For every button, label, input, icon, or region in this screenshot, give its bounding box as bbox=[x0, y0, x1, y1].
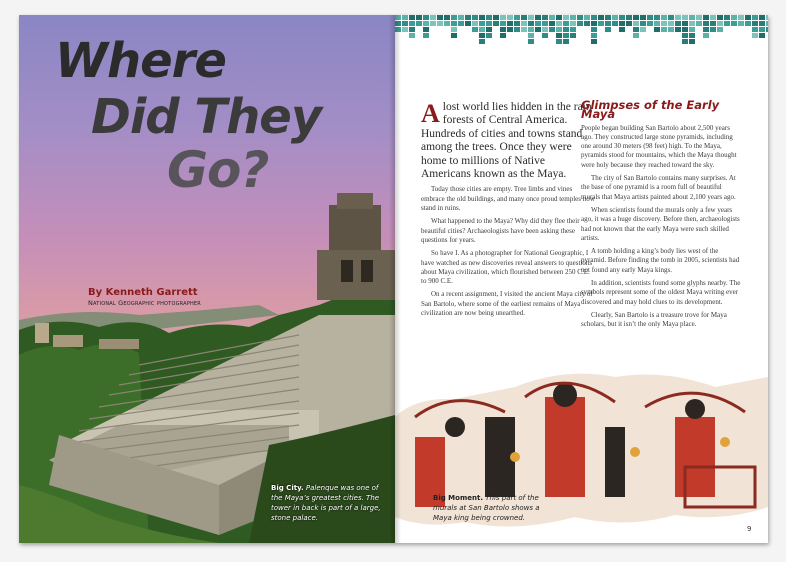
paragraph: When scientists found the murals only a few years ago, it was a huge discovery. Before then, archaeologists had not known that the early Maya were such skilled artists. bbox=[581, 205, 740, 242]
mosaic-tile bbox=[458, 15, 464, 20]
mosaic-tile bbox=[507, 15, 513, 20]
mosaic-tile bbox=[703, 27, 709, 32]
mosaic-tile bbox=[500, 27, 506, 32]
mosaic-tile bbox=[493, 15, 499, 20]
mosaic-tile bbox=[409, 21, 415, 26]
mosaic-tile bbox=[528, 15, 534, 20]
mosaic-tile bbox=[745, 21, 751, 26]
mosaic-tile bbox=[766, 27, 768, 32]
mosaic-tile bbox=[766, 21, 768, 26]
mosaic-tile bbox=[500, 21, 506, 26]
mosaic-tile bbox=[507, 21, 513, 26]
mosaic-tile bbox=[570, 21, 576, 26]
mosaic-tile bbox=[738, 15, 744, 20]
paragraph: Clearly, San Bartolo is a treasure trove for Maya scholars, but it isn’t the only Maya place. bbox=[581, 310, 727, 329]
mosaic-tile bbox=[409, 27, 415, 32]
lead-text: lost world lies hidden in the rain forests of Central America. Hundreds of cities and towns stand among the trees. Once they were home to millions of Native Americans known as the Maya. bbox=[421, 101, 592, 181]
mosaic-tile bbox=[556, 21, 562, 26]
magazine-spread bbox=[19, 15, 768, 543]
mosaic-tile bbox=[703, 33, 709, 38]
mosaic-tile bbox=[521, 21, 527, 26]
mosaic-tile bbox=[542, 33, 548, 38]
mosaic-tile bbox=[612, 21, 618, 26]
mosaic-tile bbox=[542, 21, 548, 26]
mosaic-tile bbox=[717, 15, 723, 20]
caption-text: Palenque was one of the Maya’s greatest cities. The tower in back is part of a large, stone palace. bbox=[271, 484, 381, 522]
mosaic-tile bbox=[647, 21, 653, 26]
mosaic-tile bbox=[724, 21, 730, 26]
mosaic-tile bbox=[654, 21, 660, 26]
mosaic-tile bbox=[500, 15, 506, 20]
mosaic-tile bbox=[479, 21, 485, 26]
mosaic-tile bbox=[668, 21, 674, 26]
mosaic-tile bbox=[689, 39, 695, 44]
mosaic-tile bbox=[493, 21, 499, 26]
mosaic-tile bbox=[451, 33, 457, 38]
mosaic-tile bbox=[640, 27, 646, 32]
mosaic-tile bbox=[682, 21, 688, 26]
mosaic-tile bbox=[521, 15, 527, 20]
mosaic-tile bbox=[528, 33, 534, 38]
byline-role: National Geographic photographer bbox=[88, 299, 201, 307]
mosaic-tile bbox=[752, 15, 758, 20]
mosaic-tile bbox=[500, 33, 506, 38]
mosaic-tile bbox=[486, 33, 492, 38]
mosaic-tile bbox=[570, 33, 576, 38]
mosaic-tile bbox=[752, 33, 758, 38]
mosaic-tile bbox=[528, 27, 534, 32]
mosaic-tile bbox=[612, 15, 618, 20]
mosaic-tile bbox=[542, 15, 548, 20]
mosaic-tile bbox=[689, 21, 695, 26]
mosaic-tile bbox=[444, 15, 450, 20]
mosaic-tile bbox=[605, 21, 611, 26]
mosaic-tile bbox=[437, 15, 443, 20]
left-page-photo bbox=[19, 15, 395, 543]
mosaic-tile bbox=[416, 15, 422, 20]
mosaic-tile bbox=[759, 27, 765, 32]
paragraph: What happened to the Maya? Why did they flee their beautiful cities? Archaeologists have been asking these questions for years. bbox=[421, 217, 580, 244]
paragraph: Today those cities are empty. Tree limbs and vines embrace the old buildings, and many once proud temples now stand in ruins. bbox=[421, 185, 595, 213]
photo-caption-left bbox=[271, 483, 381, 523]
mosaic-tile bbox=[731, 15, 737, 20]
mosaic-tile bbox=[605, 15, 611, 20]
column-1 bbox=[421, 101, 596, 322]
mosaic-tile bbox=[402, 27, 408, 32]
mosaic-tile bbox=[535, 27, 541, 32]
mosaic-tile bbox=[619, 27, 625, 32]
mosaic-border bbox=[395, 15, 768, 49]
mosaic-tile bbox=[402, 15, 408, 20]
mosaic-tile bbox=[451, 21, 457, 26]
mosaic-tile bbox=[759, 33, 765, 38]
mosaic-tile bbox=[640, 15, 646, 20]
mosaic-tile bbox=[570, 27, 576, 32]
mosaic-tile bbox=[696, 15, 702, 20]
mosaic-tile bbox=[752, 21, 758, 26]
mosaic-tile bbox=[591, 33, 597, 38]
mosaic-tile bbox=[563, 15, 569, 20]
mosaic-tile bbox=[633, 21, 639, 26]
mosaic-tile bbox=[738, 21, 744, 26]
mosaic-tile bbox=[479, 27, 485, 32]
byline: By Kenneth Garrett bbox=[88, 287, 198, 298]
mosaic-tile bbox=[619, 15, 625, 20]
right-page bbox=[395, 15, 768, 543]
title-line-2: Did They bbox=[91, 89, 322, 145]
paragraph: On a recent assignment, I visited the ancient Maya city of San Bartolo, where some of the earliest remains of Maya civilization are now being unearthed. bbox=[421, 290, 593, 317]
mosaic-tile bbox=[521, 27, 527, 32]
mosaic-tile bbox=[528, 21, 534, 26]
mosaic-tile bbox=[703, 21, 709, 26]
caption-label: Big City. bbox=[271, 484, 304, 492]
mosaic-tile bbox=[556, 33, 562, 38]
mosaic-tile bbox=[682, 33, 688, 38]
mosaic-tile bbox=[759, 15, 765, 20]
mosaic-tile bbox=[437, 21, 443, 26]
mosaic-tile bbox=[486, 15, 492, 20]
mosaic-tile bbox=[479, 15, 485, 20]
mosaic-tile bbox=[598, 21, 604, 26]
mosaic-tile bbox=[675, 27, 681, 32]
mosaic-tile bbox=[465, 15, 471, 20]
mosaic-tile bbox=[633, 15, 639, 20]
mosaic-tile bbox=[661, 21, 667, 26]
mosaic-tile bbox=[472, 15, 478, 20]
mosaic-tile bbox=[710, 15, 716, 20]
mosaic-tile bbox=[682, 27, 688, 32]
mosaic-tile bbox=[682, 15, 688, 20]
mosaic-tile bbox=[619, 21, 625, 26]
mosaic-tile bbox=[654, 15, 660, 20]
mosaic-tile bbox=[465, 21, 471, 26]
mosaic-tile bbox=[703, 15, 709, 20]
paragraph: A tomb holding a king’s body lies west of the pyramid. Before finding the tomb in 2005, scientists had not found any early Maya kings. bbox=[581, 247, 740, 274]
mosaic-tile bbox=[423, 27, 429, 32]
mosaic-tile bbox=[696, 21, 702, 26]
mosaic-tile bbox=[626, 15, 632, 20]
mosaic-tile bbox=[584, 21, 590, 26]
mosaic-tile bbox=[661, 27, 667, 32]
section-heading: Glimpses of the Early Maya bbox=[581, 98, 720, 122]
mosaic-tile bbox=[416, 21, 422, 26]
lead-paragraph bbox=[421, 101, 596, 181]
mosaic-tile bbox=[591, 39, 597, 44]
mosaic-tile bbox=[661, 15, 667, 20]
mosaic-tile bbox=[549, 27, 555, 32]
mosaic-tile bbox=[731, 21, 737, 26]
mosaic-tile bbox=[647, 15, 653, 20]
page-number: 9 bbox=[747, 525, 752, 533]
mosaic-tile bbox=[633, 33, 639, 38]
mosaic-tile bbox=[549, 15, 555, 20]
mosaic-tile bbox=[675, 15, 681, 20]
paragraph: So have I. As a photographer for National Geographic, I have watched as new discoveries reveal answers to questions about Maya civilization, which flourished between 250 C.E. to 900 C.E. bbox=[421, 249, 593, 286]
mosaic-tile bbox=[766, 15, 768, 20]
title-line-3: Go? bbox=[167, 141, 269, 199]
mosaic-tile bbox=[409, 33, 415, 38]
mosaic-tile bbox=[689, 27, 695, 32]
mosaic-tile bbox=[402, 21, 408, 26]
mosaic-tile bbox=[542, 27, 548, 32]
paragraph: In addition, scientists found some glyphs nearby. The symbols represent some of the oldest Maya writing ever discovered and may hold clues to its development. bbox=[581, 279, 741, 306]
mosaic-tile bbox=[472, 27, 478, 32]
mosaic-tile bbox=[668, 15, 674, 20]
mosaic-tile bbox=[430, 15, 436, 20]
caption-text: This part of the murals at San Bartolo shows a Maya king being crowned. bbox=[433, 494, 540, 522]
mosaic-tile bbox=[563, 39, 569, 44]
column-2 bbox=[581, 98, 741, 334]
paragraph: People began building San Bartolo about 2,500 years ago. They constructed large stone pyramids, including one around 30 meters (98 feet) high. To the Maya, pyramids stood for mountains, which the Maya thought were holy because they reached toward the sky. bbox=[581, 123, 737, 169]
mosaic-tile bbox=[423, 15, 429, 20]
mosaic-tile bbox=[584, 15, 590, 20]
mosaic-tile bbox=[535, 15, 541, 20]
mosaic-tile bbox=[591, 27, 597, 32]
mosaic-tile bbox=[507, 27, 513, 32]
mosaic-tile bbox=[409, 15, 415, 20]
mosaic-tile bbox=[514, 15, 520, 20]
mosaic-tile bbox=[451, 27, 457, 32]
mosaic-tile bbox=[458, 21, 464, 26]
mosaic-tile bbox=[626, 21, 632, 26]
mosaic-tile bbox=[745, 15, 751, 20]
mosaic-tile bbox=[451, 15, 457, 20]
mosaic-tile bbox=[717, 21, 723, 26]
mosaic-tile bbox=[577, 15, 583, 20]
mosaic-tile bbox=[759, 21, 765, 26]
photo-caption-right bbox=[433, 493, 558, 523]
mosaic-tile bbox=[556, 39, 562, 44]
mosaic-tile bbox=[654, 27, 660, 32]
title-line-1: Where bbox=[55, 33, 226, 89]
mosaic-tile bbox=[605, 27, 611, 32]
mosaic-tile bbox=[577, 21, 583, 26]
caption-label: Big Moment. bbox=[433, 494, 483, 502]
paragraph: The city of San Bartolo contains many surprises. At the base of one pyramid is a room full of beautiful murals that Maya artists painted about 2,100 years ago. bbox=[581, 174, 736, 201]
mosaic-tile bbox=[514, 27, 520, 32]
mosaic-tile bbox=[528, 39, 534, 44]
mosaic-tile bbox=[752, 27, 758, 32]
mosaic-tile bbox=[717, 27, 723, 32]
mosaic-tile bbox=[563, 33, 569, 38]
mosaic-tile bbox=[710, 21, 716, 26]
mosaic-tile bbox=[486, 21, 492, 26]
mosaic-tile bbox=[395, 21, 401, 26]
mosaic-tile bbox=[479, 33, 485, 38]
mosaic-tile bbox=[563, 27, 569, 32]
mosaic-tile bbox=[486, 27, 492, 32]
mosaic-tile bbox=[570, 15, 576, 20]
mosaic-tile bbox=[675, 21, 681, 26]
mosaic-tile bbox=[556, 27, 562, 32]
mosaic-tile bbox=[556, 15, 562, 20]
mosaic-tile bbox=[682, 39, 688, 44]
mosaic-tile bbox=[549, 21, 555, 26]
mosaic-tile bbox=[710, 27, 716, 32]
mosaic-tile bbox=[633, 27, 639, 32]
mosaic-tile bbox=[591, 15, 597, 20]
mosaic-tile bbox=[535, 21, 541, 26]
mosaic-tile bbox=[395, 15, 401, 20]
mosaic-tile bbox=[598, 15, 604, 20]
mosaic-tile bbox=[430, 21, 436, 26]
mosaic-tile bbox=[395, 27, 401, 32]
mosaic-tile bbox=[591, 21, 597, 26]
mosaic-tile bbox=[689, 15, 695, 20]
drop-cap: A bbox=[421, 99, 440, 128]
mosaic-tile bbox=[479, 39, 485, 44]
mosaic-tile bbox=[563, 21, 569, 26]
mosaic-tile bbox=[689, 33, 695, 38]
mosaic-tile bbox=[423, 21, 429, 26]
mosaic-tile bbox=[514, 21, 520, 26]
mosaic-tile bbox=[724, 15, 730, 20]
mosaic-tile bbox=[668, 27, 674, 32]
mosaic-tile bbox=[640, 21, 646, 26]
mosaic-tile bbox=[444, 21, 450, 26]
mosaic-tile bbox=[423, 33, 429, 38]
mosaic-tile bbox=[472, 21, 478, 26]
